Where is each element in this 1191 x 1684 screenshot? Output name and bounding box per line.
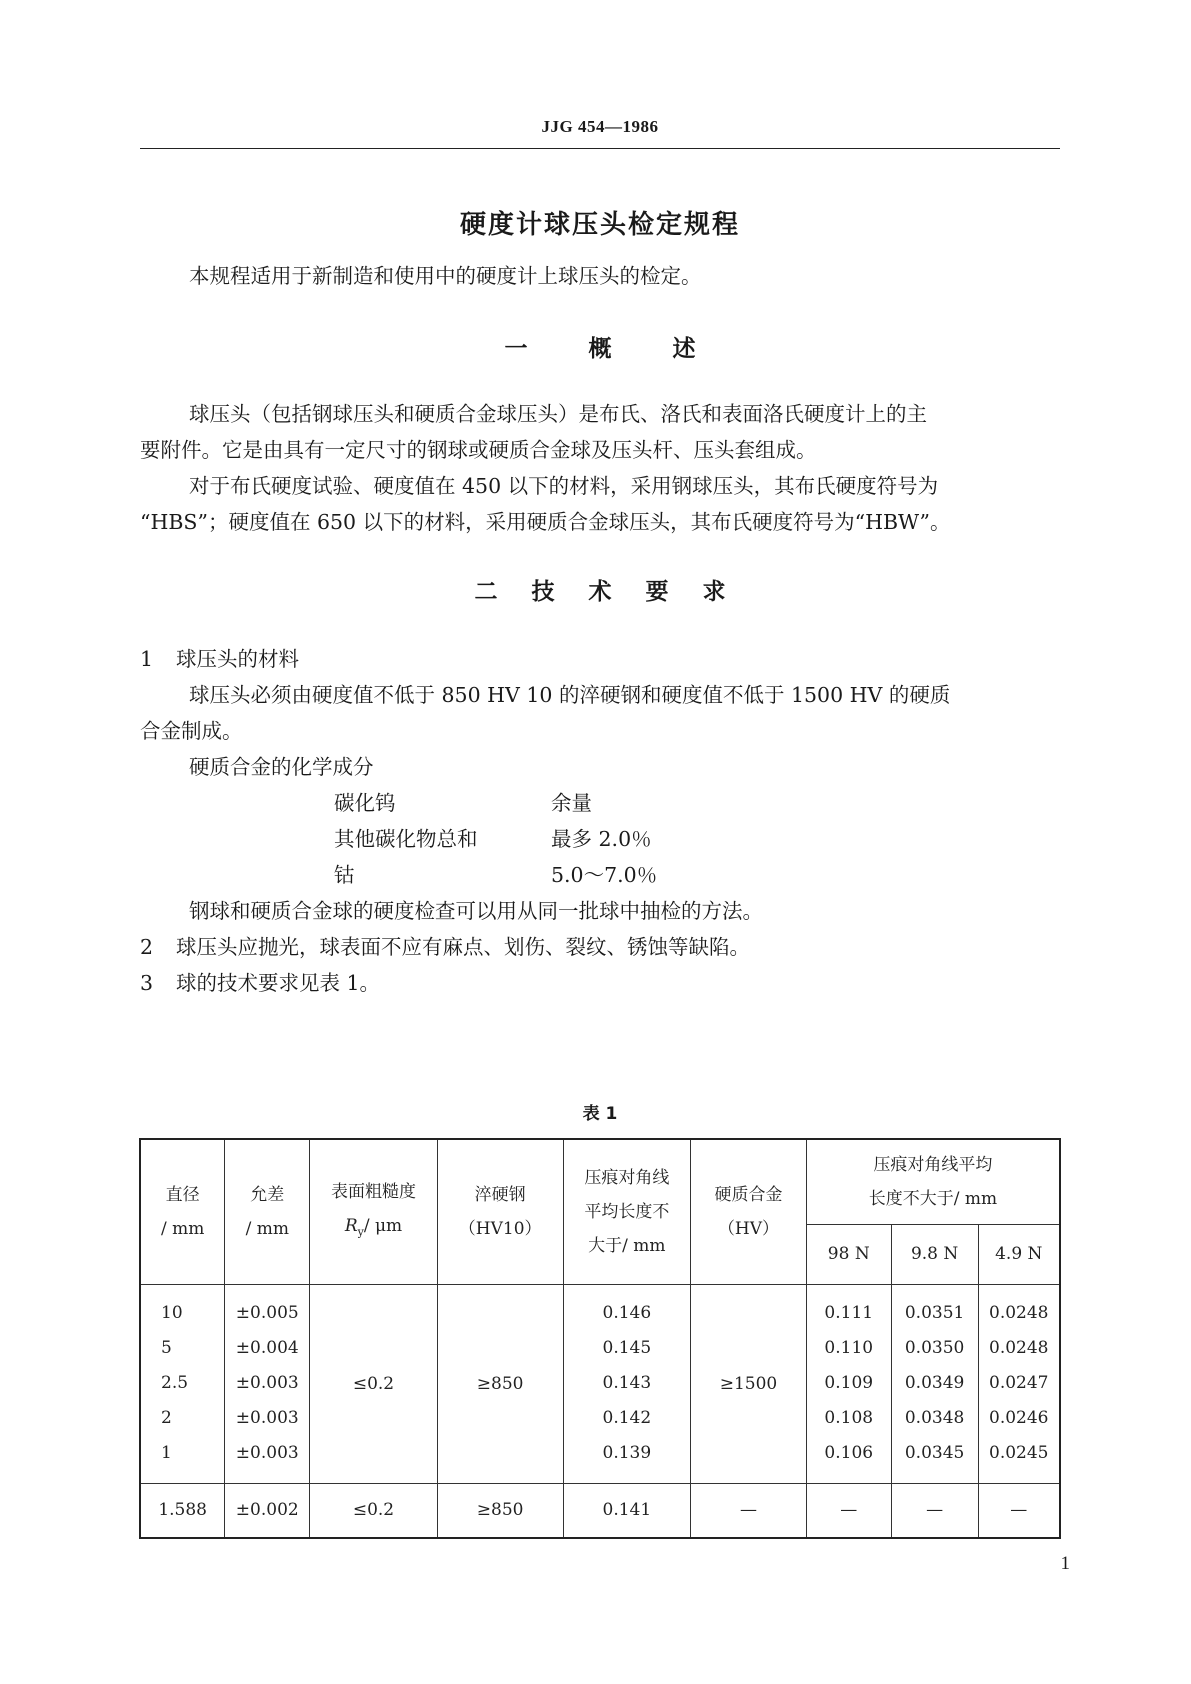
header-load-98n: 98 N bbox=[806, 1224, 891, 1284]
heading-char: 技 bbox=[531, 579, 555, 605]
value: ±0.005 bbox=[235, 1303, 299, 1323]
cell-last-indent: 0.141 bbox=[563, 1483, 691, 1538]
intro-paragraph: 本规程适用于新制造和使用中的硬度计上球压头的检定。 bbox=[189, 264, 702, 288]
header-line: 直径 bbox=[165, 1184, 200, 1205]
item1-line1: 球压头必须由硬度值不低于 850 HV 10 的淬硬钢和硬度值不低于 1500 HV 的硬质 bbox=[189, 683, 951, 707]
overview-p2-line2: “HBS”；硬度值在 650 以下的材料，采用硬质合金球压头，其布氏硬度符号为“HBW”。 bbox=[140, 510, 951, 534]
header-line: 大于/ mm bbox=[588, 1235, 666, 1256]
value: 0.110 bbox=[824, 1338, 874, 1358]
roughness-symbol: R bbox=[344, 1215, 358, 1236]
sampling-paragraph: 钢球和硬质合金球的硬度检查可以用从同一批球中抽检的方法。 bbox=[189, 899, 763, 923]
value: 0.0349 bbox=[904, 1373, 965, 1393]
header-line: 长度不大于/ mm bbox=[868, 1188, 998, 1209]
table-caption: 表 1 bbox=[582, 1104, 618, 1124]
value: 10 bbox=[161, 1303, 183, 1323]
item2 bbox=[140, 929, 750, 965]
item-text: 球压头应抛光，球表面不应有麻点、划伤、裂纹、锈蚀等缺陷。 bbox=[176, 935, 750, 959]
value: 0.108 bbox=[824, 1408, 874, 1428]
value: 0.0351 bbox=[904, 1303, 965, 1323]
value: 1 bbox=[161, 1443, 172, 1463]
cell-last-98n: — bbox=[806, 1483, 891, 1538]
cell-diameters bbox=[140, 1284, 225, 1483]
header-carbide bbox=[691, 1139, 807, 1284]
composition-name: 钴 bbox=[334, 863, 355, 887]
header-line: 硬质合金 bbox=[714, 1184, 783, 1205]
item-title: 球压头的材料 bbox=[176, 647, 299, 671]
cell-last-4-9n: — bbox=[978, 1483, 1060, 1538]
value: ±0.003 bbox=[235, 1373, 299, 1393]
requirements-table bbox=[139, 1138, 1061, 1539]
item1-line2: 合金制成。 bbox=[140, 719, 243, 743]
value: 0.0348 bbox=[904, 1408, 965, 1428]
value: 5 bbox=[161, 1338, 172, 1358]
cell-indent-lengths bbox=[563, 1284, 691, 1483]
header-line: 压痕对角线平均 bbox=[873, 1154, 993, 1175]
composition-value: 最多 2.0％ bbox=[551, 827, 652, 851]
heading-char: 要 bbox=[645, 579, 669, 605]
header-line: 压痕对角线 bbox=[584, 1167, 670, 1188]
header-diameter bbox=[140, 1139, 225, 1284]
value: 2 bbox=[161, 1408, 172, 1428]
header-indent-group bbox=[806, 1139, 1060, 1224]
heading-char: 概 bbox=[588, 336, 612, 362]
item-number: 1 bbox=[140, 647, 154, 671]
value: 0.0248 bbox=[989, 1303, 1049, 1323]
value: ±0.004 bbox=[235, 1338, 299, 1358]
value: 0.0248 bbox=[989, 1338, 1049, 1358]
composition-name: 其他碳化物总和 bbox=[334, 827, 478, 851]
cell-roughness: ≤0.2 bbox=[310, 1284, 438, 1483]
heading-char: 述 bbox=[672, 336, 696, 362]
cell-tolerances bbox=[225, 1284, 310, 1483]
header-code: JJG 454—1986 bbox=[541, 117, 659, 136]
value: 0.0245 bbox=[989, 1443, 1049, 1463]
cell-steel-hardness: ≥850 bbox=[437, 1284, 563, 1483]
value: 0.0247 bbox=[989, 1373, 1049, 1393]
cell-last-diameter: 1.588 bbox=[140, 1483, 225, 1538]
heading-char: 术 bbox=[588, 579, 612, 605]
header-rule bbox=[140, 148, 1060, 149]
value: 0.143 bbox=[602, 1373, 652, 1393]
roughness-subscript: y bbox=[357, 1224, 364, 1238]
value: 0.145 bbox=[602, 1338, 652, 1358]
value: 0.0345 bbox=[904, 1443, 965, 1463]
document-title: 硬度计球压头检定规程 bbox=[459, 210, 740, 240]
page-number: 1 bbox=[1060, 1553, 1070, 1574]
value: 0.0350 bbox=[904, 1338, 965, 1358]
composition-title: 硬质合金的化学成分 bbox=[189, 755, 374, 779]
cell-last-carbide: — bbox=[691, 1483, 807, 1538]
item1-heading bbox=[140, 641, 299, 677]
cell-98n bbox=[806, 1284, 891, 1483]
composition-value: 余量 bbox=[551, 791, 592, 815]
value: 0.106 bbox=[824, 1443, 874, 1463]
value: 0.0246 bbox=[989, 1408, 1049, 1428]
value: 0.109 bbox=[824, 1373, 874, 1393]
header-line: 淬硬钢 bbox=[474, 1184, 526, 1205]
composition-name: 碳化钨 bbox=[334, 791, 396, 815]
header-load-4-9n: 4.9 N bbox=[978, 1224, 1060, 1284]
cell-last-tolerance: ±0.002 bbox=[225, 1483, 310, 1538]
value: 0.111 bbox=[824, 1303, 874, 1323]
header-line: / mm bbox=[160, 1218, 205, 1239]
item-number: 3 bbox=[140, 971, 154, 995]
cell-4-9n bbox=[978, 1284, 1060, 1483]
header-line: / mm bbox=[245, 1218, 289, 1239]
cell-9-8n bbox=[891, 1284, 978, 1483]
cell-last-9-8n: — bbox=[891, 1483, 978, 1538]
header-tolerance bbox=[225, 1139, 310, 1284]
header-line: （HV） bbox=[717, 1218, 780, 1239]
composition-value: 5.0～7.0％ bbox=[551, 863, 658, 887]
heading-char: 求 bbox=[702, 579, 726, 605]
heading-char: 二 bbox=[474, 579, 498, 605]
header-line: （HV10） bbox=[458, 1218, 542, 1239]
cell-last-roughness: ≤0.2 bbox=[310, 1483, 438, 1538]
header-steel bbox=[437, 1139, 563, 1284]
overview-p1-line2: 要附件。它是由具有一定尺寸的钢球或硬质合金球及压头杆、压头套组成。 bbox=[140, 438, 817, 462]
section-heading-requirements bbox=[140, 573, 1060, 606]
value: 2.5 bbox=[161, 1373, 189, 1393]
roughness-unit: / μm bbox=[363, 1215, 403, 1236]
value: 0.139 bbox=[602, 1443, 652, 1463]
value: 0.146 bbox=[602, 1303, 652, 1323]
value: ±0.003 bbox=[235, 1443, 299, 1463]
header-roughness bbox=[310, 1139, 438, 1284]
value: 0.142 bbox=[602, 1408, 652, 1428]
cell-last-steel: ≥850 bbox=[437, 1483, 563, 1538]
header-line: 允差 bbox=[250, 1184, 285, 1205]
overview-p2-line1: 对于布氏硬度试验、硬度值在 450 以下的材料，采用钢球压头，其布氏硬度符号为 bbox=[189, 474, 939, 498]
header-indent bbox=[563, 1139, 691, 1284]
item3 bbox=[140, 965, 380, 1001]
item-number: 2 bbox=[140, 935, 154, 959]
header-line bbox=[310, 1209, 437, 1249]
item-text: 球的技术要求见表 1。 bbox=[176, 971, 381, 995]
heading-char: 一 bbox=[504, 336, 528, 362]
cell-carbide-hardness: ≥1500 bbox=[691, 1284, 807, 1483]
header-load-9-8n: 9.8 N bbox=[891, 1224, 978, 1284]
header-line: 表面粗糙度 bbox=[330, 1181, 416, 1202]
value: ±0.003 bbox=[235, 1408, 299, 1428]
overview-p1-line1: 球压头（包括钢球压头和硬质合金球压头）是布氏、洛氏和表面洛氏硬度计上的主 bbox=[189, 402, 927, 426]
header-line: 平均长度不 bbox=[584, 1201, 670, 1222]
section-heading-overview bbox=[140, 330, 1060, 363]
